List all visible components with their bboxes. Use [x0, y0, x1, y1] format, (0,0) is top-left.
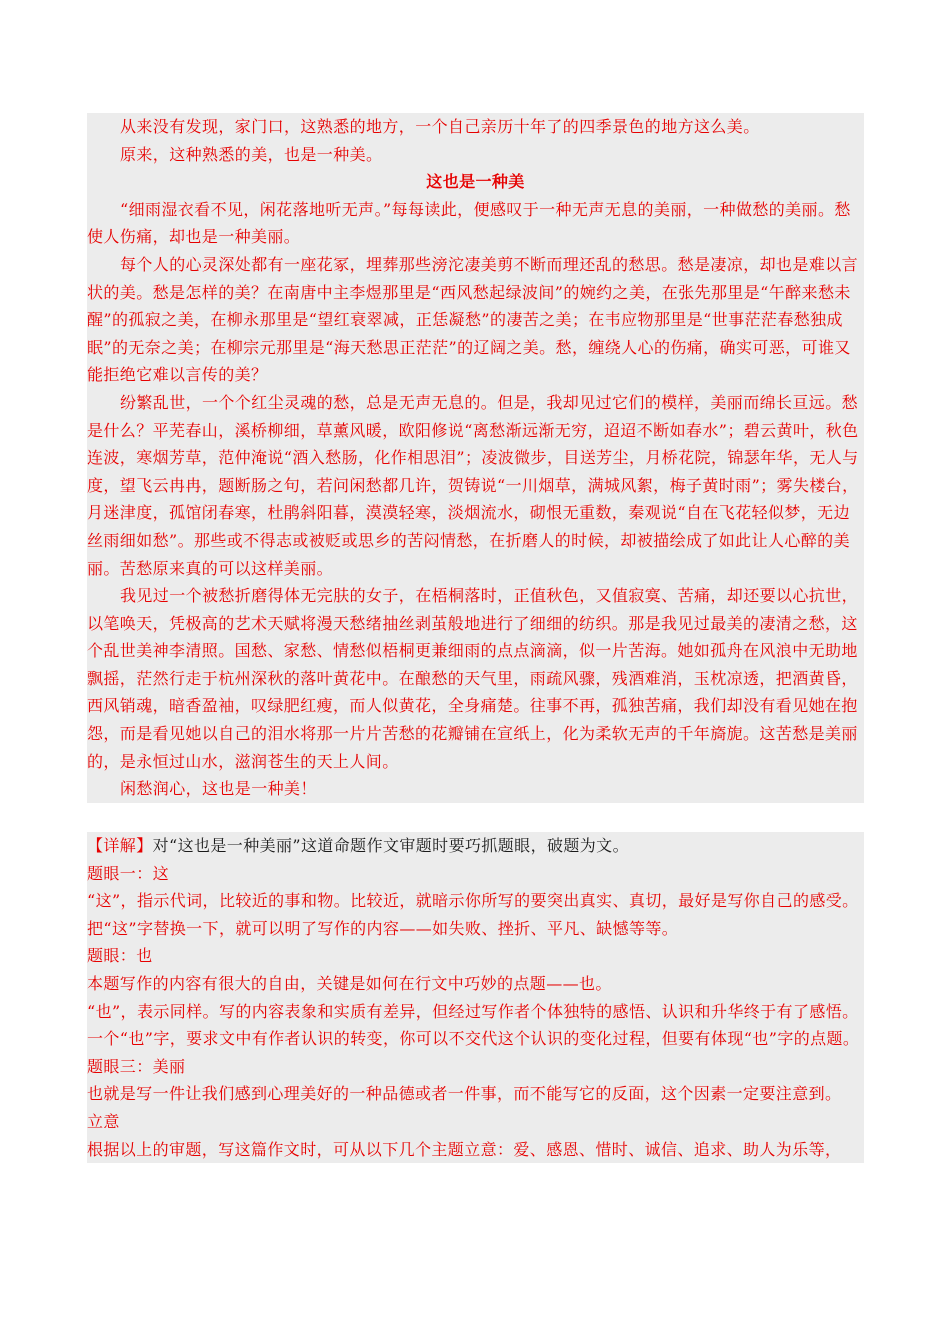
analysis-section — [87, 832, 864, 1163]
essay-paragraph: “细雨湿衣看不见，闲花落地听无声。”每每读此，便感叹于一种无声无息的美丽，一种做愁的美丽。愁使人伤痛，却也是一种美丽。 — [87, 199, 851, 247]
essay-paragraph: 纷繁乱世，一个个红尘灵魂的愁，总是无声无息的。但是，我却见过它们的模样，美丽而绵长亘远。愁是什么？平芜春山，溪桥柳细，草薰风暖，欧阳修说“离愁渐远渐无穷，迢迢不断如春水”；碧云黄叶，秋色连波，寒烟芳草，范仲淹说“酒入愁肠，化作相思泪”；凌波微步，目送芳尘，月桥花院，锦瑟年华，无人与度，望飞云冉冉，题断肠之句，若问闲愁都几许，贺铸说“一川烟草，满城风絮，梅子黄时雨”；雾失楼台，月迷津度，孤馆闭春寒，杜鹃斜阳暮，漠漠轻寒，淡烟流水，砌恨无重数，秦观说“自在飞花轻似梦，无边丝雨细如愁”。那些或不得志或被贬或思乡的苦闷情愁，在折磨人的时候，却被描绘成了如此让人心醉的美丽。苦愁原来真的可以这样美丽。 — [87, 392, 859, 578]
keyword-heading: 题眼一：这 — [87, 863, 170, 883]
essay-paragraph: 闲愁润心，这也是一种美！ — [120, 779, 317, 799]
analysis-paragraph: 根据以上的审题，写这篇作文时，可从以下几个主题立意：爱、感恩、惜时、诚信、追求、助人为乐等， — [87, 1139, 842, 1159]
intro-paragraph: 从来没有发现，家门口，这熟悉的地方，一个自己亲历十年了的四季景色的地方这么美。 — [120, 117, 760, 136]
essay-section — [87, 113, 864, 803]
analysis-paragraph: “也”，表示同样。写的内容表象和实质有差异，但经过写作者个体独特的感悟、认识和升华终于有了感悟。一个“也”字，要求文中有作者认识的转变，你可以不交代这个认识的变化过程，但要有体现“也”字的点题。 — [87, 1001, 860, 1049]
analysis-intro-text: 对“这也是一种美丽”这道命题作文审题时要巧抓题眼，破题为文。 — [152, 836, 629, 855]
analysis-paragraph: “这”，指示代词，比较近的事和物。比较近，就暗示你所写的要突出真实、真切，最好是写你自己的感受。把“这”字替换一下，就可以明了写作的内容——如失败、挫折、平凡、缺憾等等。 — [87, 891, 859, 938]
essay-title: 这也是一种美 — [426, 172, 525, 192]
intro-paragraph: 原来，这种熟悉的美，也是一种美。 — [120, 144, 383, 164]
analysis-label: 【详解】 — [87, 836, 153, 855]
keyword-heading: 题眼：也 — [87, 946, 153, 966]
essay-paragraph: 每个人的心灵深处都有一座花冢，埋葬那些滂沱凄美剪不断而理还乱的愁思。愁是凄凉，却也是难以言状的美。愁是怎样的美？在南唐中主李煜那里是“西风愁起绿波间”的婉约之美，在张先那里是“午醉来愁未醒”的孤寂之美，在柳永那里是“望红衰翠减，正恁凝愁”的凄苦之美；在韦应物那里是“世事茫茫春愁独成眠”的无奈之美；在柳宗元那里是“海天愁思正茫茫”的辽阔之美。愁，缠绕人心的伤痛，确实可恶，可谁又能拒绝它难以言传的美？ — [87, 254, 859, 385]
keyword-heading: 题眼三：美丽 — [87, 1056, 186, 1076]
analysis-paragraph: 也就是写一件让我们感到心理美好的一种品德或者一件事，而不能写它的反面，这个因素一定要注意到。 — [87, 1084, 842, 1104]
analysis-intro — [87, 832, 864, 860]
analysis-paragraph: 本题写作的内容有很大的自由，关键是如何在行文中巧妙的点题——也。 — [87, 973, 612, 993]
keyword-heading: 立意 — [87, 1111, 120, 1131]
essay-paragraph: 我见过一个被愁折磨得体无完肤的女子，在梧桐落时，正值秋色，又值寂寞、苦痛，却还要以心抗世，以笔唤天，凭极高的艺术天赋将漫天愁绪抽丝剥茧般地进行了细细的纺织。那是我见过最美的凄清之愁，这个乱世美神李清照。国愁、家愁、情愁似梧桐更兼细雨的点点滴滴，似一片苦海。她如孤舟在风浪中无助地飘摇，茫然行走于杭州深秋的落叶黄花中。在酿愁的天气里，雨疏风骤，残酒难消，玉枕凉透，把酒黄昏，西风销魂，暗香盈袖，叹绿肥红瘦，而人似黄花，全身痛楚。往事不再，孤独苦痛，我们却没有看见她在抱怨，而是看见她以自己的泪水将那一片片苦愁的花瓣铺在宣纸上，化为柔软无声的千年旖旎。这苦愁是美丽的，是永恒过山水，滋润苍生的天上人间。 — [87, 586, 859, 771]
